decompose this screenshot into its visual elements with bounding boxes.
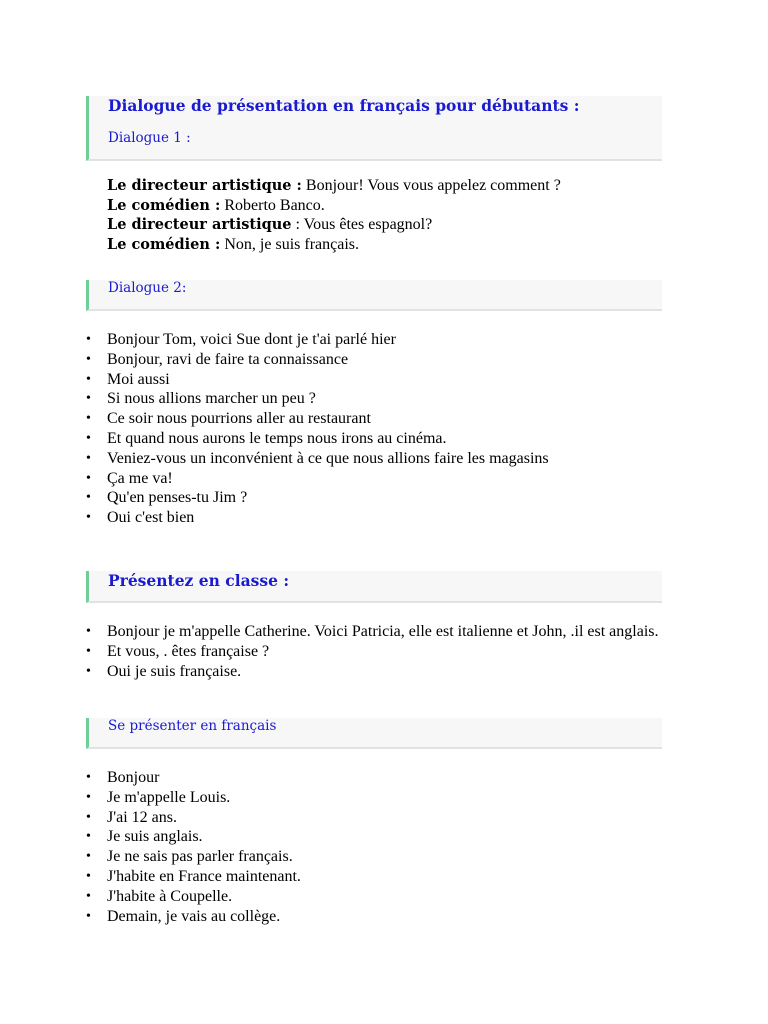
list-item	[86, 429, 666, 449]
list-item	[86, 469, 666, 489]
list-item	[86, 389, 666, 409]
classe-list	[86, 622, 666, 681]
bullet-glyph: •	[86, 643, 91, 659]
list-item-text: Bonjour	[107, 769, 160, 786]
dialogue2-list	[86, 330, 666, 528]
classe-title-box	[86, 571, 662, 603]
dialogue-text: : Vous êtes espagnol?	[291, 216, 433, 233]
dialogue2-title: Dialogue 2:	[108, 280, 187, 296]
list-item	[86, 808, 666, 828]
list-item	[86, 768, 666, 788]
dialogue-text: Roberto Banco.	[220, 196, 325, 214]
list-item	[86, 330, 666, 350]
list-item-text: Demain, je vais au collège.	[107, 907, 281, 925]
bullet-glyph: •	[86, 411, 91, 427]
list-item-text: Bonjour je m'appelle Catherine. Voici Patricia, elle est italienne et John, .il est anglais.	[107, 623, 659, 640]
list-item	[86, 788, 666, 808]
bullet-glyph: •	[86, 490, 91, 506]
bullet-glyph: •	[86, 332, 91, 347]
list-item	[86, 409, 666, 429]
list-item-text: J'habite en France maintenant.	[107, 867, 301, 885]
list-item	[86, 847, 666, 867]
bullet-glyph: •	[86, 624, 91, 639]
bullet-glyph: •	[86, 510, 91, 526]
list-item	[86, 662, 666, 682]
speaker-label: Le directeur artistique	[107, 216, 292, 233]
bullet-glyph: •	[86, 829, 91, 845]
bullet-glyph: •	[86, 849, 91, 865]
main-title-box	[86, 96, 662, 161]
classe-title: Présentez en classe :	[108, 571, 290, 590]
list-item	[86, 449, 666, 469]
list-item	[86, 907, 666, 927]
list-item-text: Je m'appelle Louis.	[107, 788, 231, 806]
bullet-glyph: •	[86, 789, 91, 805]
bullet-glyph: •	[86, 450, 91, 466]
dialogue-text: Non, je suis français.	[220, 235, 359, 253]
list-item-text: Moi aussi	[107, 370, 170, 388]
dialogue1-block	[107, 176, 561, 254]
main-title: Dialogue de présentation en français pour débutants :	[108, 96, 580, 115]
dialogue-text: Bonjour! Vous vous appelez comment ?	[301, 177, 561, 194]
dialogue1-line	[107, 196, 561, 216]
bullet-glyph: •	[86, 770, 91, 785]
list-item	[86, 867, 666, 887]
list-item-text: J'habite à Coupelle.	[107, 887, 233, 905]
presenter-title: Se présenter en français	[108, 718, 277, 734]
bullet-glyph: •	[86, 470, 91, 486]
list-item	[86, 488, 666, 508]
list-item-text: Et vous, . êtes française ?	[107, 642, 270, 660]
list-item-text: Veniez-vous un inconvénient à ce que nous allions faire les magasins	[107, 449, 549, 467]
list-item	[86, 642, 666, 662]
bullet-glyph: •	[86, 888, 91, 904]
list-item	[86, 827, 666, 847]
list-item-text: Oui je suis française.	[107, 662, 242, 680]
speaker-label: Le directeur artistique :	[107, 177, 302, 194]
bullet-glyph: •	[86, 391, 91, 407]
list-item	[86, 622, 666, 642]
dialogue1-line	[107, 235, 561, 255]
list-item-text: Je ne sais pas parler français.	[107, 848, 293, 866]
dialogue2-title-box	[86, 280, 662, 311]
list-item-text: Bonjour, ravi de faire ta connaissance	[107, 350, 349, 368]
list-item-text: Oui c'est bien	[107, 509, 195, 527]
list-item-text: Qu'en penses-tu Jim ?	[107, 489, 248, 507]
presenter-list	[86, 768, 666, 926]
bullet-glyph: •	[86, 371, 91, 387]
list-item	[86, 370, 666, 390]
list-item-text: J'ai 12 ans.	[107, 808, 177, 826]
list-item-text: Ce soir nous pourrions aller au restaurant	[107, 410, 371, 428]
list-item-text: Ça me va!	[107, 469, 173, 487]
bullet-glyph: •	[86, 908, 91, 924]
speaker-label: Le comédien :	[107, 196, 221, 214]
speaker-label: Le comédien :	[107, 235, 221, 253]
list-item	[86, 350, 666, 370]
list-item	[86, 508, 666, 528]
dialogue1-line	[107, 176, 561, 196]
dialogue1-line	[107, 215, 561, 235]
list-item-text: Je suis anglais.	[107, 828, 203, 846]
dialogue1-title: Dialogue 1 :	[108, 130, 191, 146]
list-item-text: Bonjour Tom, voici Sue dont je t'ai parlé hier	[107, 331, 396, 348]
bullet-glyph: •	[86, 351, 91, 367]
presenter-title-box	[86, 718, 662, 749]
bullet-glyph: •	[86, 430, 91, 446]
bullet-glyph: •	[86, 868, 91, 884]
bullet-glyph: •	[86, 809, 91, 825]
list-item-text: Et quand nous aurons le temps nous irons au cinéma.	[107, 429, 447, 447]
bullet-glyph: •	[86, 663, 91, 679]
list-item	[86, 887, 666, 907]
list-item-text: Si nous allions marcher un peu ?	[107, 390, 316, 408]
